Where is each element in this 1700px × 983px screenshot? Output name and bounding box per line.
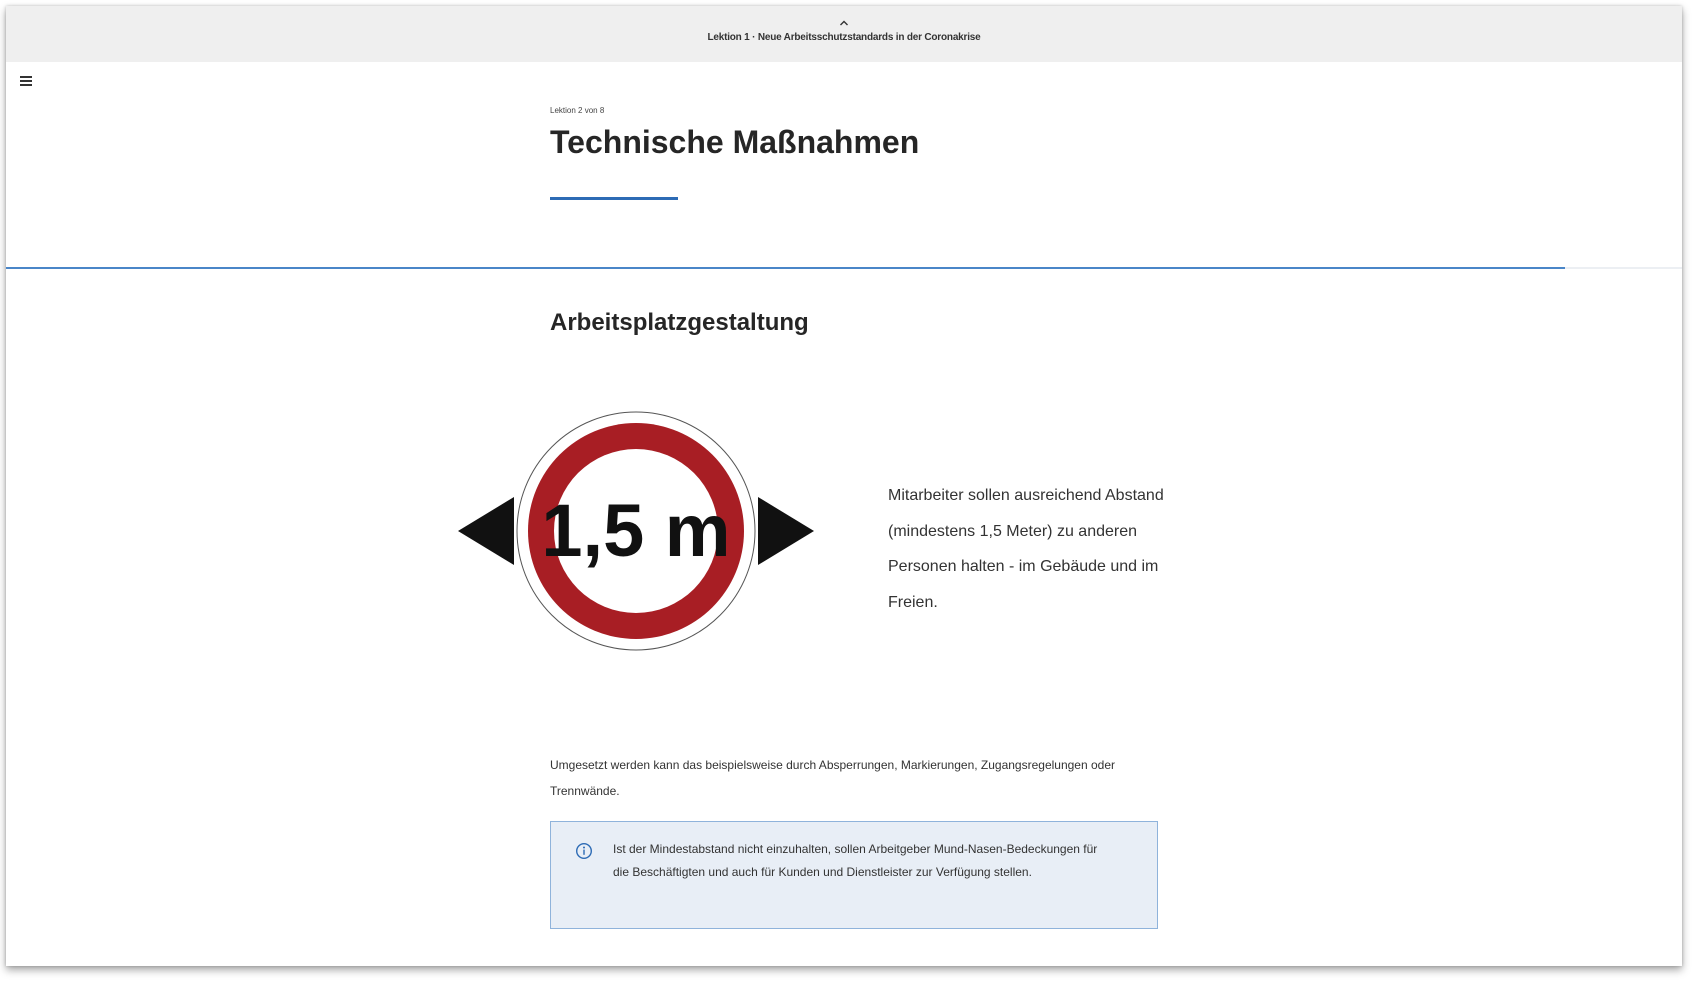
sign-label: 1,5 m [541, 489, 731, 572]
lesson-progress-bar [6, 267, 1682, 269]
hamburger-menu-icon[interactable] [20, 76, 32, 86]
chevron-up-icon[interactable] [839, 18, 849, 28]
lesson-progress-fill [6, 267, 1565, 269]
note-text: Umgesetzt werden kann das beispielsweise durch Absperrungen, Markierungen, Zugangsregelungen oder Trennwände. [550, 758, 1116, 798]
top-bar [6, 6, 1682, 62]
distance-sign-image [456, 411, 816, 651]
body-text: Mitarbeiter sollen ausreichend Abstand (mindestens 1,5 Meter) zu anderen Personen halten - im Gebäude und im Freien. [888, 487, 1164, 611]
info-callout [550, 821, 1158, 929]
section-heading: Arbeitsplatzgestaltung [550, 309, 809, 336]
lesson-counter: Lektion 2 von 8 [550, 106, 605, 115]
course-title: Lektion 1 · Neue Arbeitsschutzstandards in der Coronakrise [707, 32, 981, 43]
title-underline [550, 197, 678, 200]
info-icon [575, 842, 593, 860]
info-text: Ist der Mindestabstand nicht einzuhalten, sollen Arbeitgeber Mund-Nasen-Bedeckungen für die Beschäftigten und auch für Kunden und Dienstleister zur Verfügung stellen. [613, 842, 1098, 879]
lesson-window [6, 6, 1682, 966]
lesson-title: Technische Maßnahmen [550, 124, 920, 160]
